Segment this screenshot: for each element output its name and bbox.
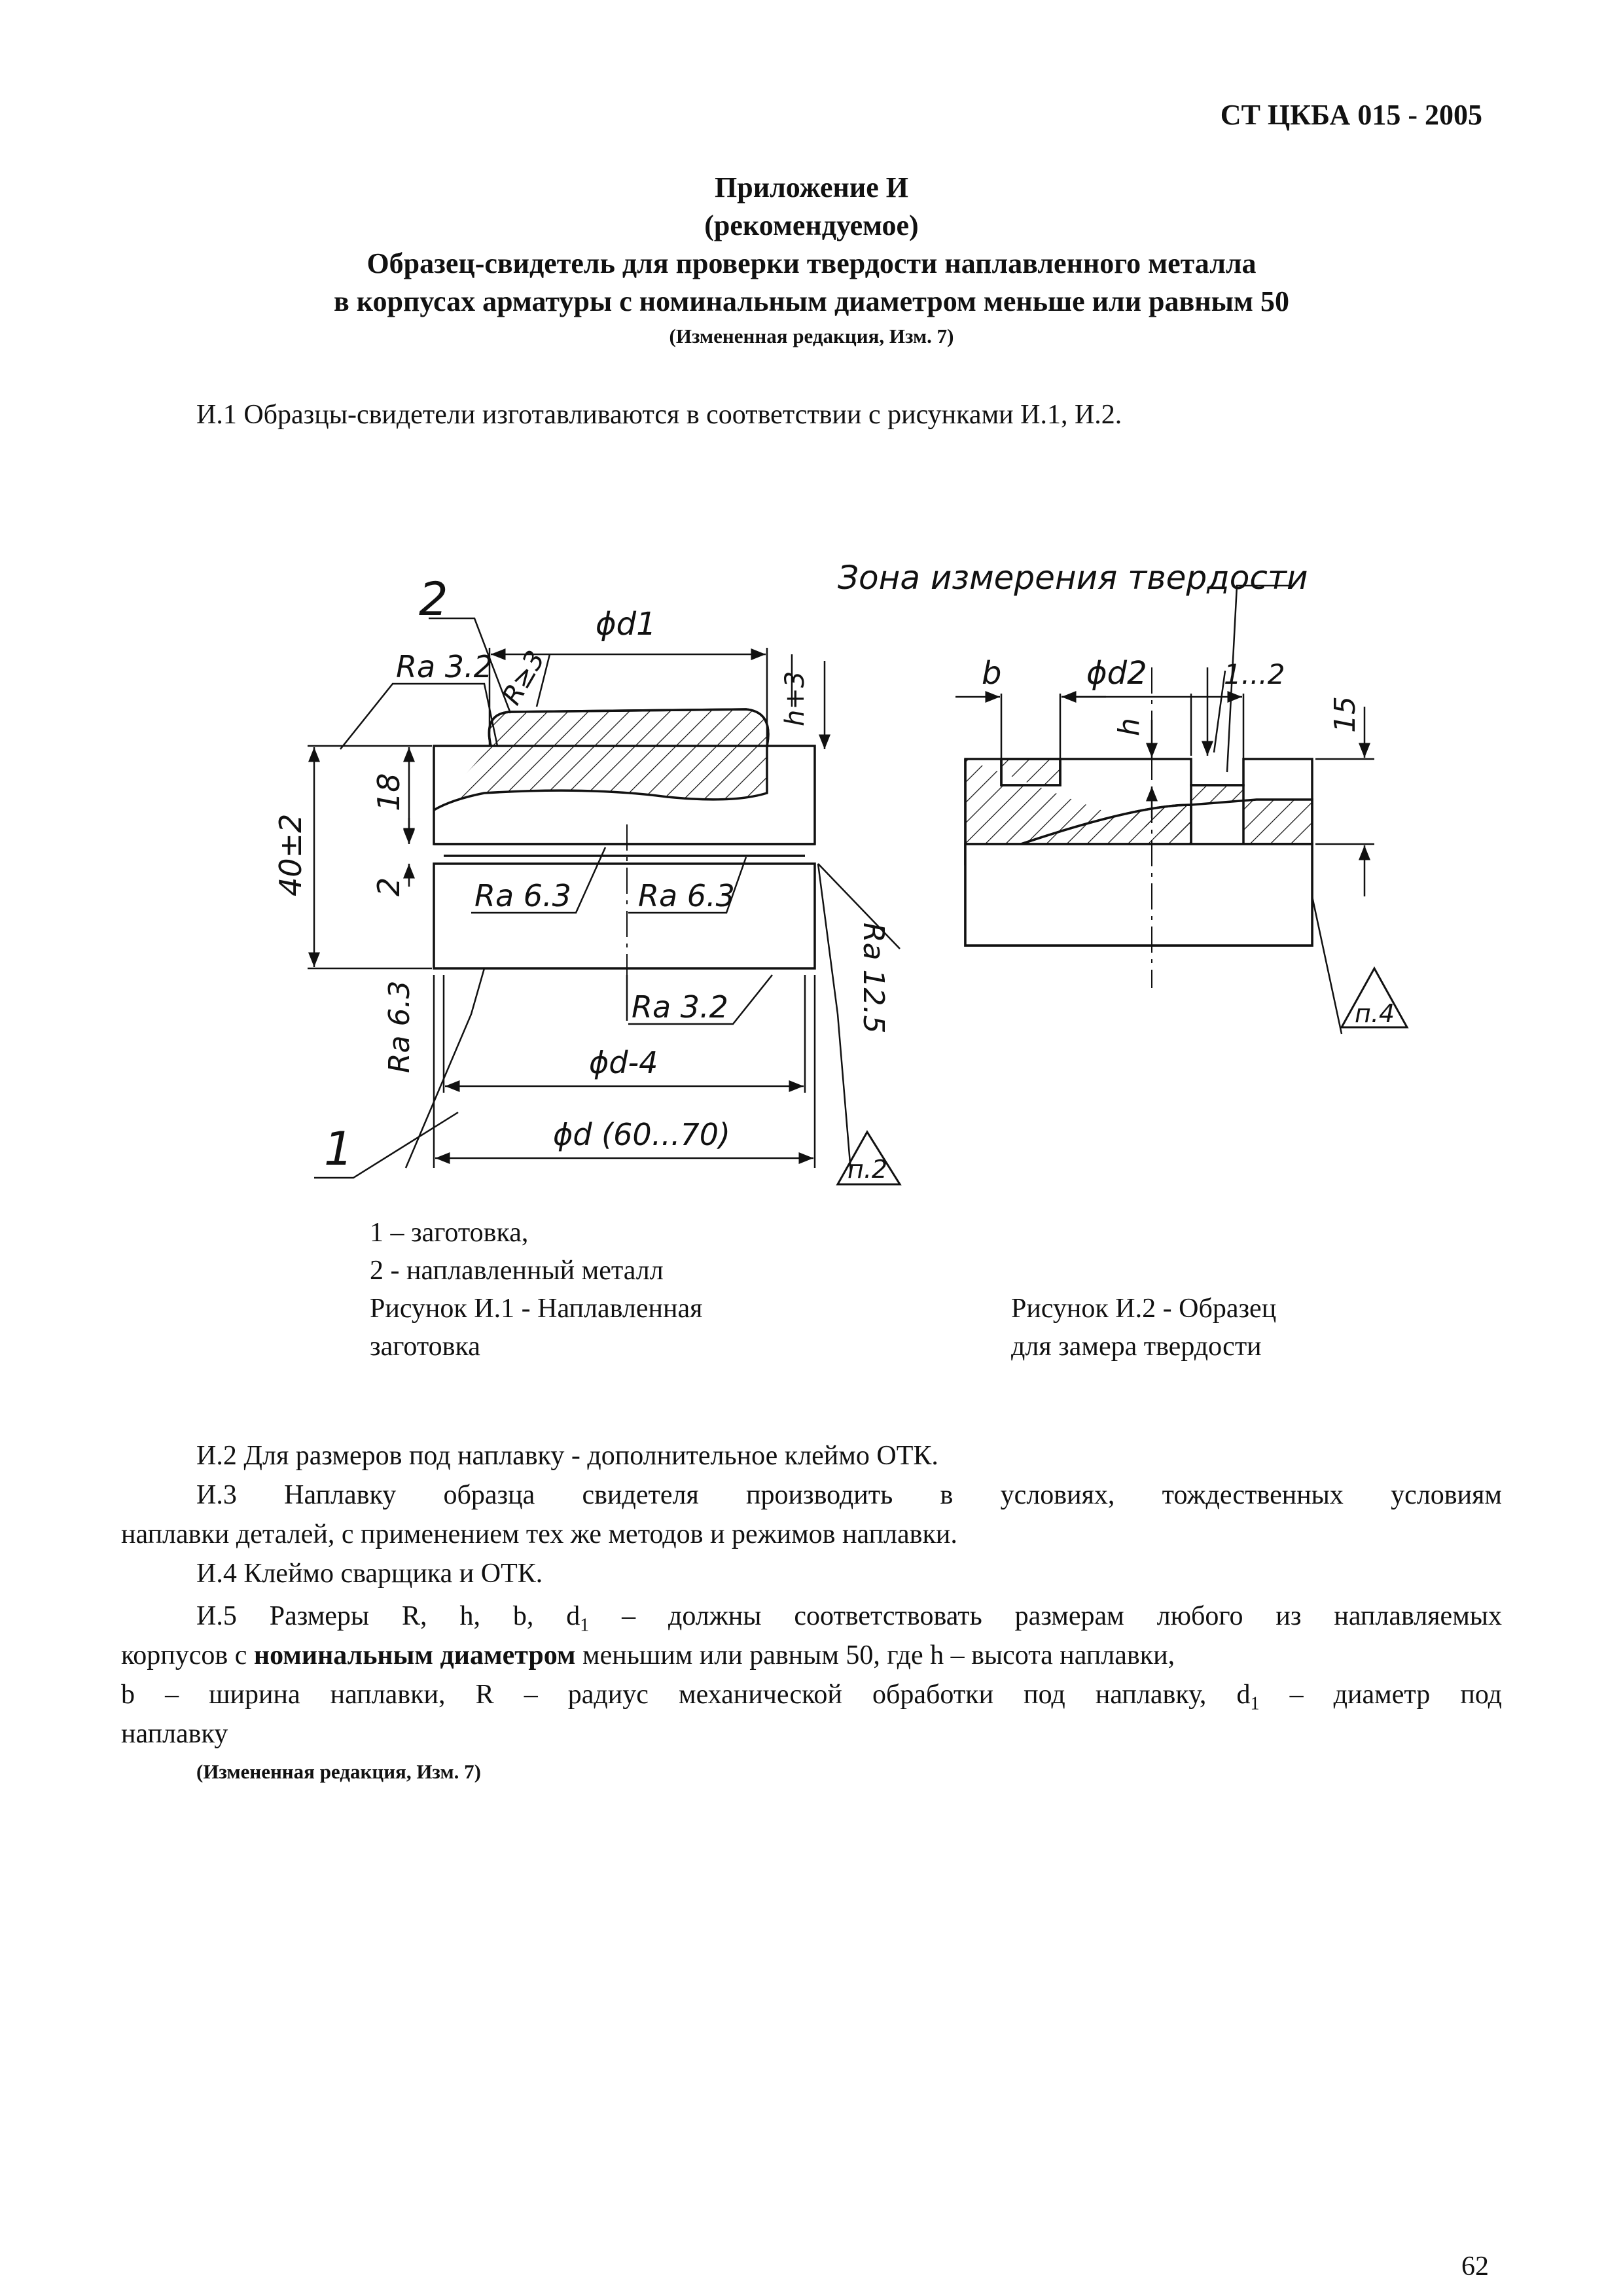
legend-item-2: 2 - наплавленный металл	[370, 1256, 664, 1286]
d2-label: ϕd2	[1086, 655, 1147, 692]
dim-1-2-label: 1...2	[1224, 658, 1285, 690]
note-p2: п.2	[847, 1155, 888, 1184]
zone-label: Зона измерения твердости	[838, 559, 1308, 597]
p5-line2-rest: меньшим или равным 50, где h – высота наплавки,	[575, 1640, 1175, 1670]
paragraph-i3-line2: наплавки деталей, с применением тех же методов и режимов наплавки.	[121, 1519, 957, 1549]
figure-i1-caption-line2: заготовка	[370, 1332, 480, 1362]
ra-12-5-label: Ra 12.5	[857, 923, 890, 1034]
appendix-status: (рекомендуемое)	[704, 209, 919, 241]
appendix-heading-line2: в корпусах арматуры с номинальным диаметром меньше или равным 50	[334, 285, 1289, 317]
p5-line3-rest: – диаметр под	[1259, 1680, 1502, 1710]
figure-i1	[434, 709, 815, 975]
appendix-title-block	[0, 169, 1623, 352]
figure-i1-caption-line1: Рисунок И.1 - Наплавленная	[370, 1294, 703, 1324]
appendix-title: Приложение И	[715, 171, 908, 203]
legend-item-1: 1 – заготовка,	[370, 1218, 529, 1248]
r-label: R≥3	[496, 645, 552, 710]
paragraph-i1: И.1 Образцы-свидетели изготавливаются в соответствии с рисунками И.1, И.2.	[196, 400, 1122, 430]
callout-1: 1	[324, 1122, 353, 1176]
revision-note: (Измененная редакция, Изм. 7)	[669, 325, 954, 347]
note-p4: п.4	[1355, 999, 1395, 1028]
paragraph-i3-line1: И.3 Наплавку образца свидетеля производить в условиях, тождественных условиям	[196, 1480, 1502, 1510]
p5-line2-bold: номинальным диаметром	[253, 1640, 576, 1670]
figure-i2-caption-line2: для замера твердости	[1011, 1332, 1262, 1362]
ra-3-2-bottom: Ra 3.2	[632, 989, 728, 1025]
revision-note-bottom: (Измененная редакция, Изм. 7)	[196, 1760, 481, 1783]
ra-6-3-left: Ra 6.3	[474, 878, 571, 913]
ra-3-2-top: Ra 3.2	[396, 649, 493, 684]
dim-18-label: 18	[371, 773, 406, 811]
p5-line3-text: b – ширина наплавки, R – радиус механической обработки под наплавку, d	[121, 1680, 1251, 1710]
p5-line1-subscript: 1	[580, 1615, 590, 1636]
figure-i1-dimensions	[308, 618, 900, 1178]
document-code: СТ ЦКБА 015 - 2005	[1220, 99, 1482, 131]
d1-label: ϕd1	[596, 606, 656, 643]
p5-line3-subscript: 1	[1250, 1693, 1260, 1714]
callout-2: 2	[419, 573, 448, 626]
weld-metal-hatch	[434, 709, 768, 810]
drawing-svg	[275, 556, 1440, 1224]
p5-line1-text: И.5 Размеры R, h, b, d	[196, 1601, 580, 1631]
p5-line2-text: корпусов с	[121, 1640, 254, 1670]
d-full-label: ϕd (60...70)	[553, 1117, 730, 1152]
b-label: b	[982, 655, 1002, 692]
ra-6-3-right: Ra 6.3	[638, 878, 735, 913]
page-number: 62	[1461, 2252, 1489, 2282]
dim-2-label: 2	[371, 877, 406, 896]
paragraph-i5-line2	[121, 1636, 1502, 1675]
figure-i2-caption-line1: Рисунок И.2 - Образец	[1011, 1294, 1277, 1324]
dim-15-label: 15	[1329, 696, 1362, 733]
p5-line1-rest: – должны соответствовать размерам любого из наплавляемых	[589, 1601, 1502, 1631]
d-minus-4-label: ϕd-4	[589, 1045, 658, 1080]
appendix-heading-line1: Образец-свидетель для проверки твердости наплавленного металла	[366, 247, 1257, 279]
ra-6-3-side: Ra 6.3	[383, 980, 416, 1073]
paragraph-i5-line4: наплавку	[121, 1719, 228, 1749]
paragraph-i4: И.4 Клеймо сварщика и ОТК.	[196, 1559, 543, 1589]
specimen-drawing	[275, 556, 1440, 1227]
h3-label: h+3	[780, 671, 810, 726]
figure-i2	[965, 667, 1312, 988]
dim-40-label: 40±2	[275, 813, 308, 896]
paragraph-i2: И.2 Для размеров под наплавку - дополнительное клеймо ОТК.	[196, 1441, 938, 1471]
h-label: h	[1113, 718, 1146, 736]
